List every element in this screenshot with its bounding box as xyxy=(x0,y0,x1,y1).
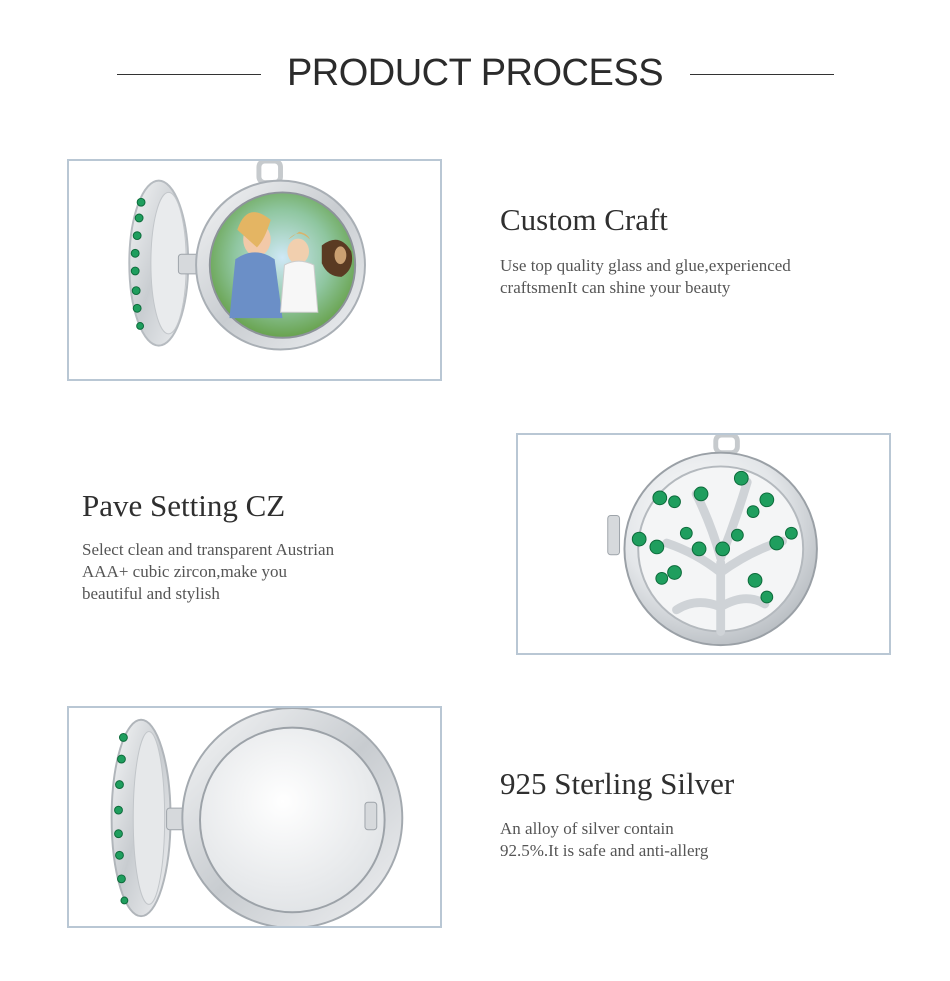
page-title: PRODUCT PROCESS xyxy=(286,52,664,94)
open-locket-with-family-photo-icon xyxy=(69,161,440,379)
section-title: 925 Sterling Silver xyxy=(500,766,735,801)
open-locket-empty-image xyxy=(67,706,442,928)
section-title: Pave Setting CZ xyxy=(82,488,286,523)
open-locket-photo-image xyxy=(67,159,442,381)
section-description: Use top quality glass and glue,experienced craftsmenIt can shine your beauty xyxy=(500,256,791,297)
header-right-rule xyxy=(690,74,834,75)
section-description: An alloy of silver contain 92.5%.It is safe and anti-allerg xyxy=(500,819,709,860)
open-locket-empty-icon xyxy=(69,708,440,926)
tree-locket-image xyxy=(516,433,891,655)
tree-of-life-locket-green-stones-icon xyxy=(518,435,889,653)
section-title: Custom Craft xyxy=(500,202,668,237)
section-description: Select clean and transparent Austrian AAA+ cubic zircon,make you beautiful and stylish xyxy=(82,540,335,603)
